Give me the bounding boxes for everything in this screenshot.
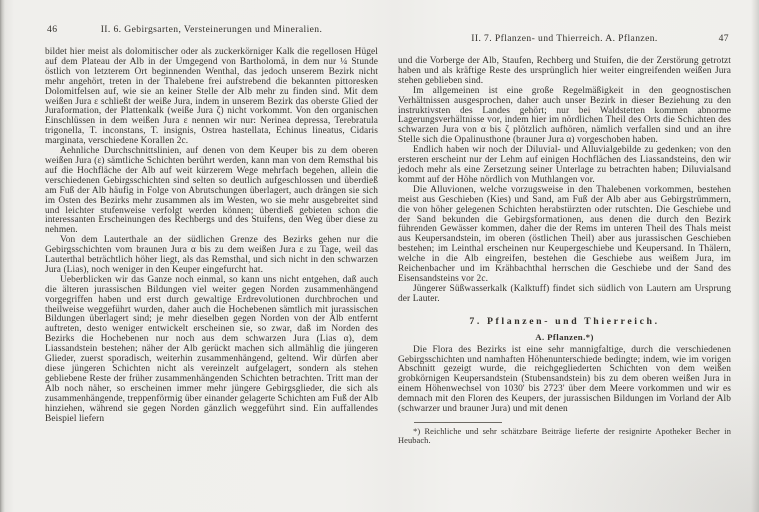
paragraph: und die Vorberge der Alb, Staufen, Rechberg und Stuifen, die der Zerstörung getrotzt haben und als kräftige Reste des ursprünglich hier weiter eingreifenden weißen Jura stehen geblieben sind. — [398, 56, 731, 86]
running-header-right-title: II. 7. Pflanzen- und Thierreich. A. Pflanzen. — [471, 33, 658, 44]
running-header-left — [45, 24, 378, 35]
paragraph: Ueberblicken wir das Ganze noch einmal, so kann uns nicht entgehen, daß auch die älteren jurassischen Bildungen viel weiter gegen Norden zusammenhängend vorgegriffen haben und erst durch gewaltige Erdrevolutionen durchbrochen und theilweise weggeführt wurden, daher auch die Hochebenen sämtlich mit jurassischen Bildungen überlagert sind; je mehr dieselben gegen Norden von der Alb entfernt auftreten, desto weniger entwickelt erscheinen sie, so zwar, daß im Norden des Bezirks die Hochebenen nur noch aus dem schwarzen Jura (Lias α), dem Liassandstein bestehen; näher der Alb gerückt machen sich allmählig die jüngeren Glieder, zuerst sporadisch, weiterhin zusammenhängend, geltend. Wir dürfen aber diese jüngeren Schichten nicht als vereinzelt aufgelagert, sondern als stehen gebliebene Reste der früher zusammenhängenden Schichten betrachten. Tritt man der Alb noch näher, so erscheinen immer mehr jüngere Gebirgsglieder, die sich als zusammenhängende, treppenförmig über einander gelagerte Schichten am Fuß der Alb hinziehen, während sie gegen Norden gänzlich weggeführt sind. Ein auffallendes Beispiel liefern — [45, 274, 378, 424]
paragraph: Die Flora des Bezirks ist eine sehr mannigfaltige, durch die verschiedenen Gebirgsschichten und namhaften Höhenunterschiede bedingte; indem, wie im vorigen Abschnitt gezeigt wurde, die reichgegliederten Schichten von dem weißen grobkörnigen Keupersandstein (Stubensandstein) bis zu dem oberen weißen Jura in einem Höhenwechsel von 1030' bis 2723' über dem Meere vorkommen und wir es demnach mit den Floren des Keupers, der jurassischen Bildungen im Vorland der Alb (schwarzer und brauner Jura) und mit denen — [398, 344, 731, 415]
paragraph: Jüngerer Süßwasserkalk (Kalktuff) findet sich südlich von Lautern am Ursprung der Lauter. — [398, 283, 731, 304]
paragraph: Von dem Lauterthale an der südlichen Grenze des Bezirks gehen nur die Gebirgsschichten vom braunen Jura α bis zu dem weißen Jura ε zu Tage, weil das Lauterthal beträchtlich höher liegt, als das Remsthal, und sich nicht in den schwarzen Jura (Lias), noch weniger in den Keuper eingefurcht hat. — [45, 235, 378, 275]
page-number-left: 46 — [47, 24, 58, 35]
footnote-separator-rule — [414, 422, 502, 423]
running-header-left-title: II. 6. Gebirgsarten, Versteinerungen und Mineralien. — [100, 24, 323, 35]
paragraph: Im allgemeinen ist eine große Regelmäßigkeit in den geognostischen Verhältnissen ausgesprochen, daher auch unser Bezirk in dieser Beziehung zu den instruktivsten des Landes gehört; nur bei Waldstetten kommen abnorme Lagerungsverhältnisse vor, indem hier im nördlichen Theil des Orts die Schichten des schwarzen Jura von α bis ζ plötzlich aufhören, nämlich verfallen sind und an ihre Stelle sich die Opalinusthone (brauner Jura α) vorgeschoben haben. — [398, 85, 731, 146]
footnote: *) Reichliche und sehr schätzbare Beiträge lieferte der resignirte Apotheker Becher in Heubach. — [398, 427, 731, 446]
paragraph: Aehnliche Durchschnittslinien, auf denen von dem Keuper bis zu dem oberen weißen Jura (ε) sämtliche Schichten berührt werden, kann man von dem Remsthal bis auf die Hochfläche der Alb auf weit kürzerem Wege mehrfach begehen, allein die verschiedenen Gebirgsschichten sind selten so deutlich aufgeschlossen und überdieß am Fuß der Alb häufig in Folge von Abrutschungen überlagert, auch drängen sie sich im Osten des Bezirks mehr zusammen als im Westen, wo sie mehr ausgebreitet sind und leichter stufenweise verfolgt werden können; überdieß gebieten schon die interessanten Erscheinungen des Rechbergs und des Stuifens, den Weg über diese zu nehmen. — [45, 146, 378, 236]
page-number-right: 47 — [718, 33, 729, 44]
paragraph: Die Alluvionen, welche vorzugsweise in den Thalebenen vorkommen, bestehen meist aus Geschieben (Kies) und Sand, am Fuß der Alb aber aus Gebirgstrümmern, die von höher gelegenen Schichten herabstürzten oder rutschten. Die Geschiebe und der Sand bekunden die Gebirgsformationen, aus denen die durch den Bezirk führenden Gewässer kommen, daher die der Rems im unteren Theil des Thals meist aus Keupersandstein, im oberen (östlichen Theil) aber aus jurassischen Geschieben bestehen; im Leinthal erscheinen nur Keupergeschiebe und Keupersand. In Thälern, welche in die Alb eingreifen, bestehen die Geschiebe aus weißem Jura, im Reichenbacher und im Krähbachthal herrschen die Geschiebe und der Sand des Eisensandsteins vor 2c. — [398, 184, 731, 284]
page-left — [45, 24, 378, 424]
subsection-heading: A. Pflanzen.*) — [535, 331, 594, 342]
section-heading: 7. Pflanzen- und Thierreich. — [469, 315, 660, 327]
page-right — [398, 33, 731, 445]
paragraph: Endlich haben wir noch der Diluvial- und Alluvialgebilde zu gedenken; von den ersteren erscheint nur der Lehm auf einigen Hochflächen des Liassandsteins, den wir jedoch mehr als eine Zersetzung seiner Unterlage zu betrachten haben; Diluvialsand kommt auf der Höhe nördlich von Muthlangen vor. — [398, 145, 731, 185]
scan-shadow-right-edge — [751, 0, 759, 512]
paragraph: bildet hier meist als dolomitischer oder als zuckerkörniger Kalk die regellosen Hügel auf dem Plateau der Alb in der Umgegend von Bartholomä, in dem nur ¼ Stunde östlich von letzterem Ort beginnenden Wenthal, das jedoch unserem Bezirk nicht mehr angehört, treten in der Thalebene frei aufstrebend die bekannten pittoresken Dolomitfelsen auf, wie sie an keiner Stelle der Alb mehr zu finden sind. Mit dem weißen Jura ε schließt der weiße Jura, indem in unserem Bezirk das oberste Glied der Juraformation, der Plattenkalk (weiße Jura ζ) nicht vorkommt. Von den organischen Einschlüssen in dem weißen Jura ε nennen wir nur: Nerinea depressa, Terebratula trigonella, T. inconstans, T. insignis, Ostrea hastellata, Echinus lineatus, Cidaris marginata, verschiedene Korallen 2c. — [45, 47, 378, 147]
running-header-right — [398, 33, 731, 44]
